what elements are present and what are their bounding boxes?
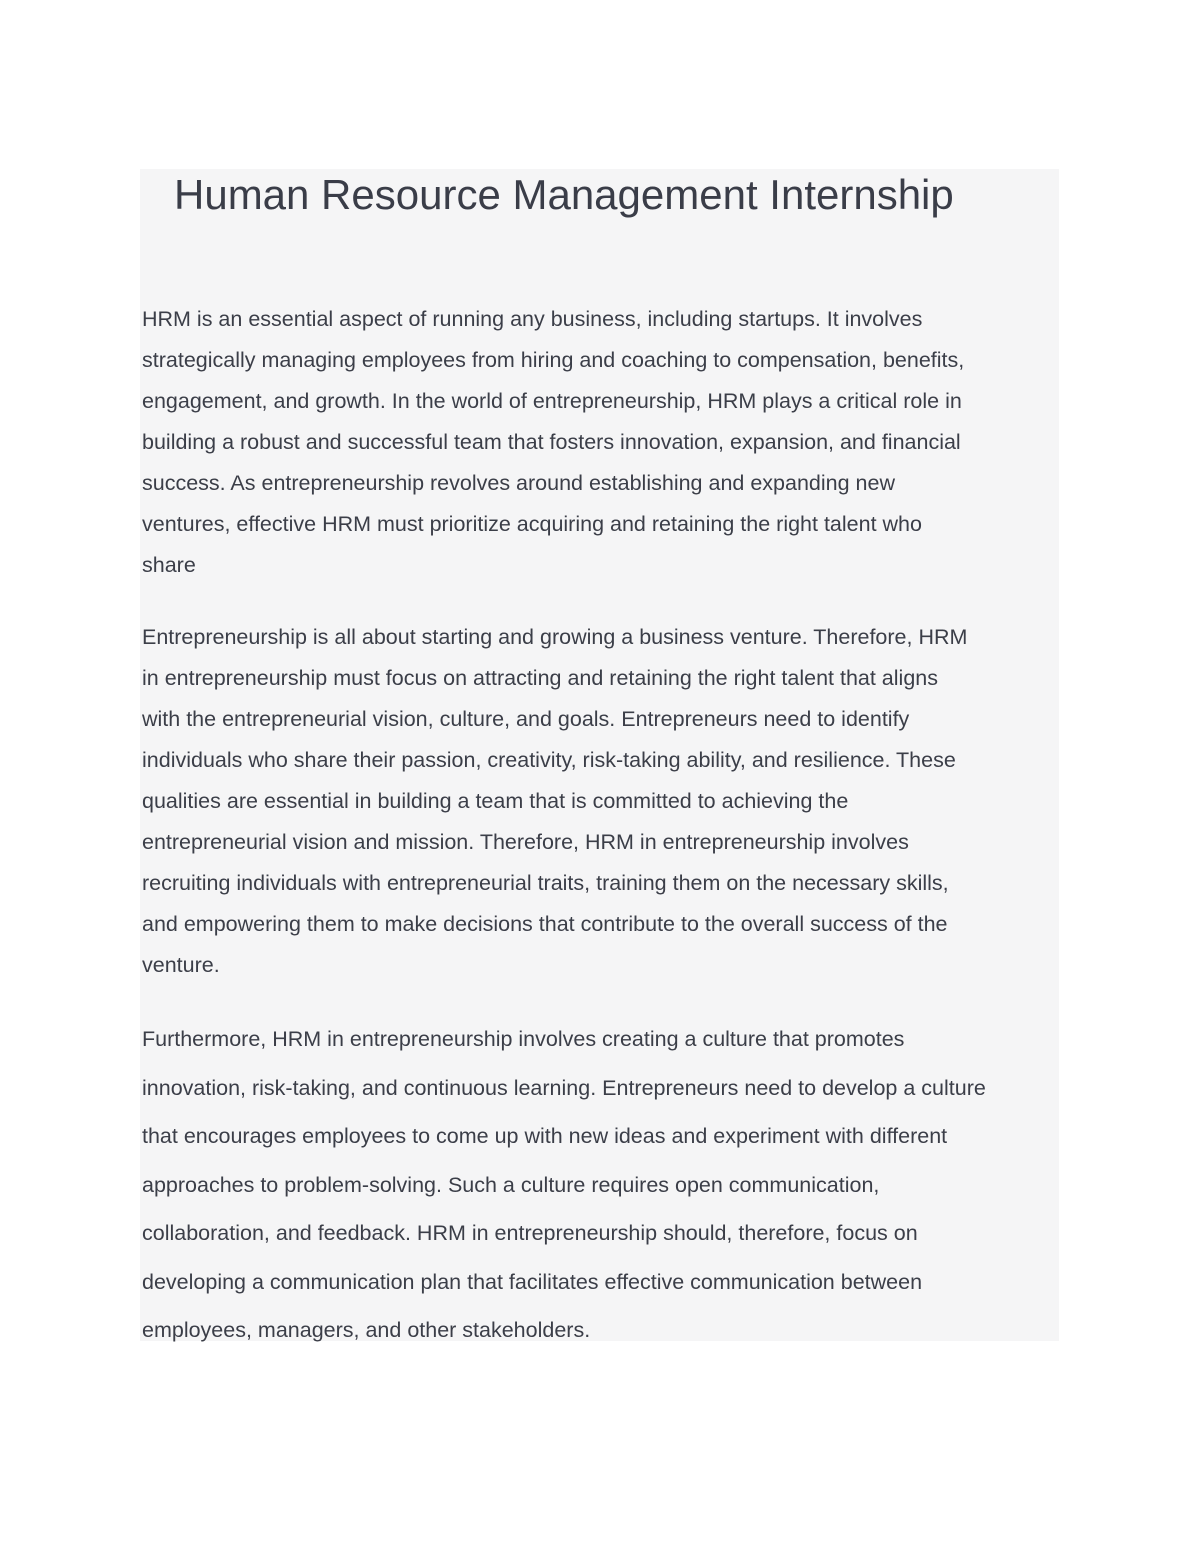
text-line: Furthermore, HRM in entrepreneurship involves creating a culture that promotes xyxy=(142,1027,905,1051)
text-line: innovation, risk-taking, and continuous learning. Entrepreneurs need to develop a culture xyxy=(142,1075,986,1100)
text-line: Entrepreneurship is all about starting and growing a business venture. Therefore, HRM xyxy=(142,625,968,649)
paragraph-culture xyxy=(142,1015,986,1355)
text-line: employees, managers, and other stakeholders. xyxy=(142,1318,591,1342)
text-line: success. As entrepreneurship revolves around establishing and expanding new xyxy=(142,471,895,495)
text-line: share xyxy=(142,553,196,577)
text-line: individuals who share their passion, creativity, risk-taking ability, and resilience. These xyxy=(142,748,956,772)
text-line: venture. xyxy=(142,953,220,977)
text-line: ventures, effective HRM must prioritize acquiring and retaining the right talent who xyxy=(142,512,922,536)
text-line: with the entrepreneurial vision, culture, and goals. Entrepreneurs need to identify xyxy=(142,707,910,731)
page-title: Human Resource Management Internship xyxy=(174,171,954,218)
text-line: that encourages employees to come up with new ideas and experiment with different xyxy=(142,1124,948,1148)
paragraph-hrm-intro xyxy=(142,299,964,586)
text-line: building a robust and successful team that fosters innovation, expansion, and financial xyxy=(142,430,961,454)
text-line: strategically managing employees from hiring and coaching to compensation, benefits, xyxy=(142,348,965,372)
paragraph-entrepreneurship-talent xyxy=(142,617,967,986)
text-line: in entrepreneurship must focus on attracting and retaining the right talent that aligns xyxy=(142,666,938,690)
text-line: engagement, and growth. In the world of entrepreneurship, HRM plays a critical role in xyxy=(142,389,962,413)
text-line: recruiting individuals with entrepreneurial traits, training them on the necessary skills, xyxy=(142,871,949,895)
text-line: and empowering them to make decisions that contribute to the overall success of the xyxy=(142,912,948,936)
text-line: entrepreneurial vision and mission. Therefore, HRM in entrepreneurship involves xyxy=(142,830,909,854)
text-line: HRM is an essential aspect of running any business, including startups. It involves xyxy=(142,307,923,331)
text-line: collaboration, and feedback. HRM in entrepreneurship should, therefore, focus on xyxy=(142,1221,918,1245)
text-line: qualities are essential in building a team that is committed to achieving the xyxy=(142,789,849,813)
text-line: developing a communication plan that facilitates effective communication between xyxy=(142,1269,923,1294)
text-line: approaches to problem-solving. Such a culture requires open communication, xyxy=(142,1172,880,1197)
